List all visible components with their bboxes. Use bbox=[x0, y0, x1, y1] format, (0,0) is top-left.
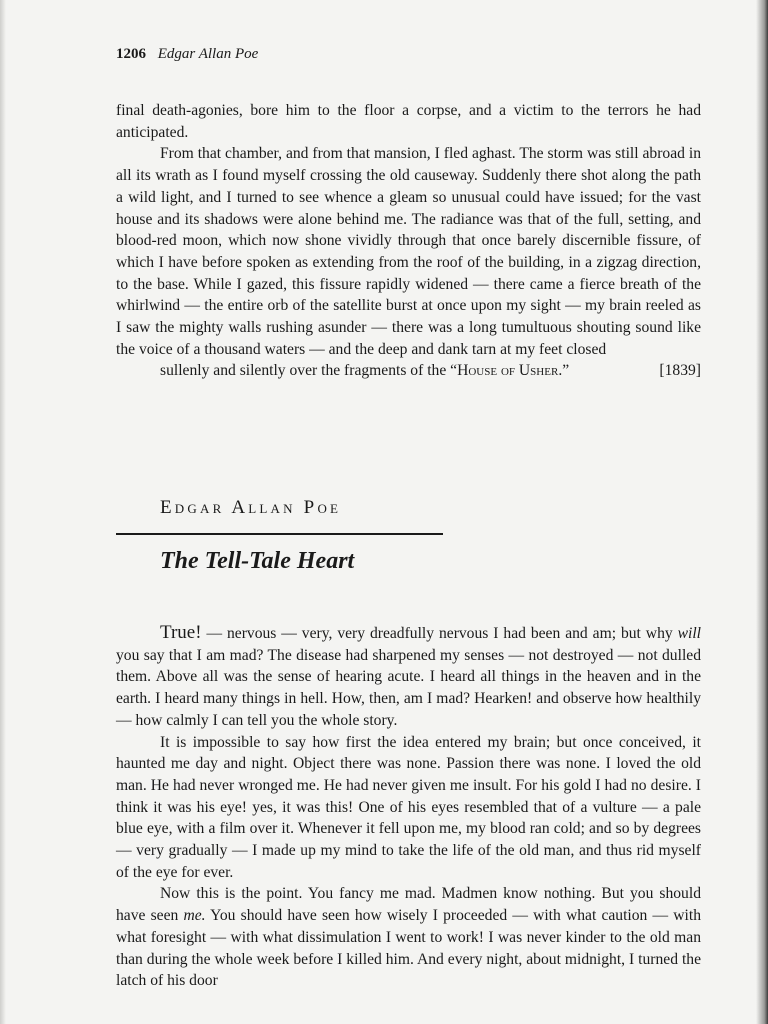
page-gutter-shadow bbox=[0, 0, 6, 1024]
last-line-start: sullenly and silently over the fragments of the “ bbox=[160, 362, 458, 380]
emphasis-will: will bbox=[677, 625, 701, 642]
story-body bbox=[116, 622, 701, 992]
previous-story-ending bbox=[116, 100, 701, 382]
publication-date: [1839] bbox=[659, 362, 701, 380]
heading-rule bbox=[116, 533, 443, 535]
story-paragraph-1-text-a: — nervous — very, very dreadfully nervous I had been and am; but why bbox=[201, 625, 678, 642]
story-paragraph-3-text-b: You should have seen how wisely I proceeded — with what caution — with what foresight — with what dissimulation I went to work! I was never kinder to the old man than during the whole week before I killed him. And every night, about midnight, I turned the latch of his door bbox=[116, 907, 701, 990]
last-line-text bbox=[116, 360, 569, 382]
story-paragraph-2: It is impossible to say how first the idea entered my brain; but once conceived, it haunted me day and night. Object there was none. Passion there was none. I loved the old man. He had never wronged me. He had never given me insult. For his gold I had no desire. I think it was his eye! yes, it was this! One of his eyes resembled that of a vulture — a pale blue eye, with a film over it. Whenever it fell upon me, my blood ran cold; and so by degrees — very gradually — I made up my mind to take the life of the old man, and thus rid myself of the eye for ever. bbox=[116, 733, 701, 881]
emphasis-me: me. bbox=[183, 907, 206, 925]
story-paragraph-3-text-a: Now this is the point. You fancy me mad. Madmen know nothing. But you should have seen bbox=[116, 885, 701, 925]
story-paragraph-1 bbox=[116, 622, 701, 732]
previous-story-paragraph-2 bbox=[116, 143, 701, 382]
page-number: 1206 bbox=[116, 46, 146, 62]
previous-story-last-line bbox=[116, 360, 701, 382]
page-edge-shadow bbox=[756, 0, 768, 1024]
last-line-end: .” bbox=[558, 362, 570, 380]
running-head bbox=[116, 46, 258, 63]
running-head-author: Edgar Allan Poe bbox=[157, 46, 259, 62]
opening-word: True! bbox=[160, 622, 202, 643]
story-paragraph-1-text-b: you say that I am mad? The disease had sharpened my senses — not destroyed — not dulled them. Above all was the sense of hearing acute. I heard all things in the heaven and in the earth. I heard many things in hell. How, then, am I mad? Hearken! and observe how healthily — how calmly I can tell you the whole story. bbox=[116, 646, 701, 729]
story-author-heading: Edgar Allan Poe bbox=[160, 497, 342, 518]
story-paragraph-3 bbox=[116, 883, 701, 992]
story-name-smallcaps: House of Usher bbox=[457, 362, 559, 380]
previous-story-paragraph-2-text: From that chamber, and from that mansion, I fled aghast. The storm was still abroad in all its wrath as I found myself crossing the old causeway. Suddenly there shot along the path a wild light, and I turned to see whence a gleam so unusual could have issued; for the vast house and its shadows were alone behind me. The radiance was that of the full, setting, and blood-red moon, which now shone vividly through that once barely discernible fissure, of which I have before spoken as extending from the roof of the building, in a zigzag direction, to the base. While I gazed, this fissure rapidly widened — there came a fierce breath of the whirlwind — the entire orb of the satellite burst at once upon my sight — my brain reeled as I saw the mighty walls rushing asunder — there was a long tumultuous shouting sound like the voice of a thousand waters — and the deep and dank tarn at my feet closed bbox=[116, 145, 701, 358]
previous-story-paragraph-1: final death-agonies, bore him to the floor a corpse, and a victim to the terrors he had anticipated. bbox=[116, 102, 701, 141]
story-title: The Tell-Tale Heart bbox=[160, 548, 355, 574]
